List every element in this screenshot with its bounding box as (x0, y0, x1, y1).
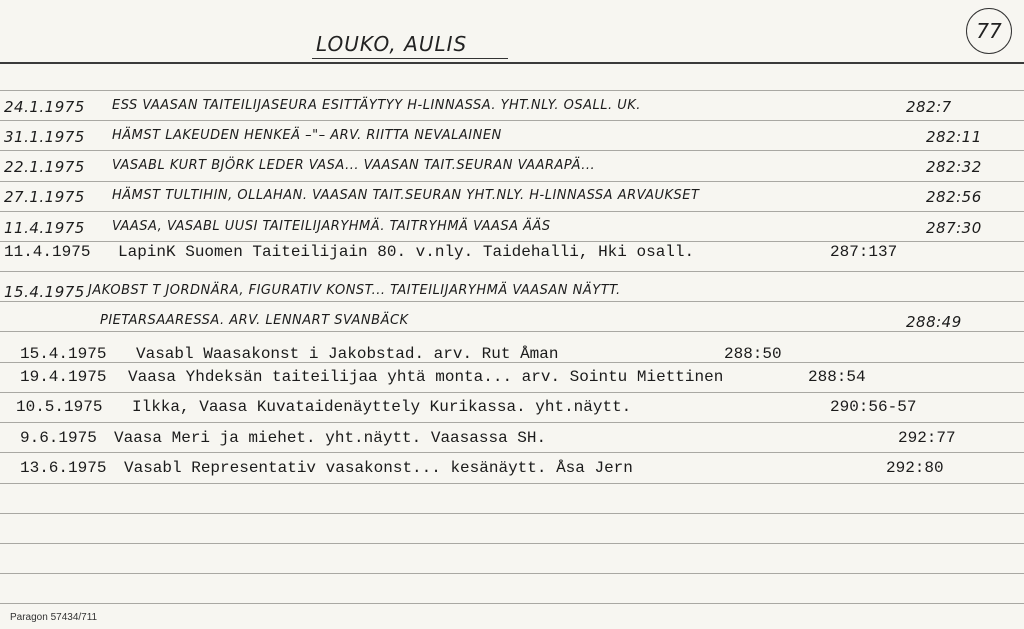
rule-line (0, 331, 1024, 332)
title-underline (312, 58, 508, 59)
card-number-circle: 77 (966, 8, 1012, 54)
entry-text: Vasabl Representativ vasakonst... kesänäytt. Åsa Jern (124, 459, 633, 477)
entry-date: 31.1.1975 (4, 128, 85, 146)
entry-date: 15.4.1975 (20, 345, 107, 363)
entry-text: Vasabl Waasakonst i Jakobstad. arv. Rut Åman (136, 345, 559, 363)
entry-date: 13.6.1975 (20, 459, 107, 477)
rule-line (0, 513, 1024, 514)
entry-ref: 290:56-57 (830, 398, 917, 416)
entry-ref: 282:56 (926, 188, 982, 206)
rule-line (0, 241, 1024, 242)
entry-text: JAKOBST T JORDNÄRA, FIGURATIV KONST... TAITEILIJARYHMÄ VAASAN NÄYTT. (88, 283, 621, 298)
entry-date: 10.5.1975 (16, 398, 103, 416)
entry-date: 15.4.1975 (4, 283, 85, 301)
card-title-name: LOUKO, AULIS (316, 32, 468, 56)
entry-text: HÄMST LAKEUDEN HENKEÄ –"– ARV. RIITTA NEVALAINEN (112, 128, 502, 143)
top-rule (0, 62, 1024, 64)
entry-ref: 288:50 (724, 345, 782, 363)
entry-date: 9.6.1975 (20, 429, 97, 447)
rule-line (0, 452, 1024, 453)
rule-line (0, 603, 1024, 604)
rule-line (0, 573, 1024, 574)
rule-line (0, 120, 1024, 121)
rule-line (0, 181, 1024, 182)
entry-date: 27.1.1975 (4, 188, 85, 206)
entry-text: VAASA, VASABL UUSI TAITEILIJARYHMÄ. TAITRYHMÄ VAASA ÄÄS (112, 219, 551, 234)
entry-date: 11.4.1975 (4, 243, 91, 261)
rule-line (0, 483, 1024, 484)
entry-text: Ilkka, Vaasa Kuvataidenäyttely Kurikassa. yht.näytt. (132, 398, 632, 416)
entry-text: PIETARSAARESSA. ARV. LENNART SVANBÄCK (100, 313, 409, 328)
entry-ref: 287:30 (926, 219, 982, 237)
entry-ref: 288:49 (906, 313, 962, 331)
rule-line (0, 211, 1024, 212)
entry-ref: 292:80 (886, 459, 944, 477)
rule-line (0, 271, 1024, 272)
entry-date: 19.4.1975 (20, 368, 107, 386)
rule-line (0, 543, 1024, 544)
entry-ref: 288:54 (808, 368, 866, 386)
entry-date: 22.1.1975 (4, 158, 85, 176)
entry-text: ESS VAASAN TAITEILIJASEURA ESITTÄYTYY H-LINNASSA. YHT.NLY. OSALL. UK. (112, 98, 641, 113)
entry-ref: 292:77 (898, 429, 956, 447)
entry-date: 24.1.1975 (4, 98, 85, 116)
entry-text: Vaasa Meri ja miehet. yht.näytt. Vaasassa SH. (114, 429, 547, 447)
entry-ref: 287:137 (830, 243, 898, 261)
entry-text: HÄMST TULTIHIN, OLLAHAN. VAASAN TAIT.SEURAN YHT.NLY. H-LINNASSA ARVAUKSET (112, 188, 700, 203)
entry-text: LapinK Suomen Taiteilijain 80. v.nly. Taidehalli, Hki osall. (118, 243, 695, 261)
entry-ref: 282:11 (926, 128, 982, 146)
rule-line (0, 301, 1024, 302)
card-footer-print: Paragon 57434/711 (10, 612, 98, 623)
rule-line (0, 392, 1024, 393)
rule-line (0, 150, 1024, 151)
rule-line (0, 422, 1024, 423)
entry-date: 11.4.1975 (4, 219, 85, 237)
entry-text: Vaasa Yhdeksän taiteilijaa yhtä monta... arv. Sointu Miettinen (128, 368, 724, 386)
entry-text: VASABL KURT BJÖRK LEDER VASA... VAASAN TAIT.SEURAN VAARAPÄ... (112, 158, 596, 173)
entry-ref: 282:32 (926, 158, 982, 176)
rule-line (0, 90, 1024, 91)
entry-ref: 282:7 (906, 98, 952, 116)
